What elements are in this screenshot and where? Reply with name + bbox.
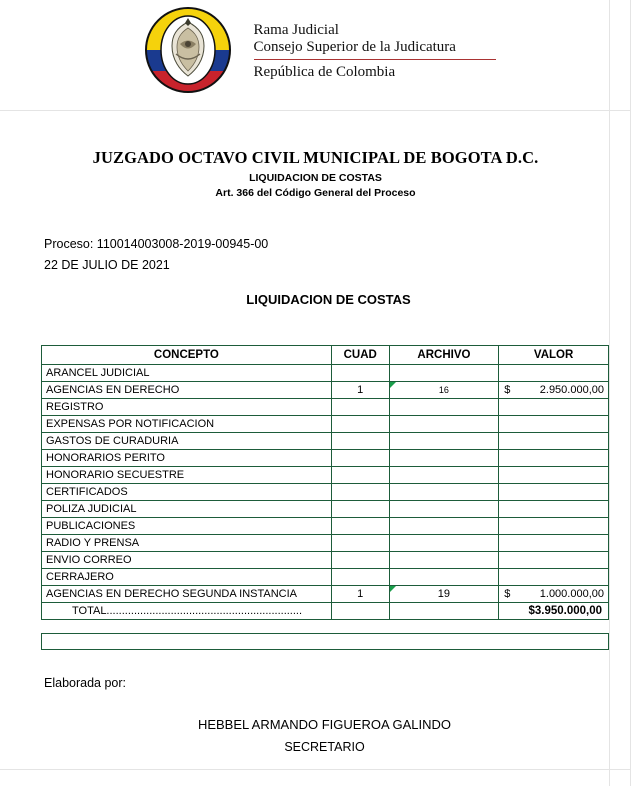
total-blank-cuad: [331, 603, 389, 620]
cell-cuad: 1: [331, 382, 389, 399]
cell-concepto: HONORARIO SECUESTRE: [42, 467, 332, 484]
cell-archivo-text: 19: [437, 588, 451, 600]
cell-cuad: [331, 450, 389, 467]
header-divider: [254, 59, 496, 60]
cell-cuad: [331, 365, 389, 382]
cell-valor: [499, 535, 609, 552]
signer-role: SECRETARIO: [284, 740, 365, 754]
cell-archivo: [389, 501, 499, 518]
table-row: [42, 399, 609, 416]
cell-valor: [499, 433, 609, 450]
comment-marker-icon: [390, 586, 396, 592]
cell-valor: [499, 416, 609, 433]
cell-archivo: [389, 450, 499, 467]
page-title: JUZGADO OCTAVO CIVIL MUNICIPAL DE BOGOTA D.C.: [92, 148, 539, 167]
table-body: [42, 365, 609, 620]
cell-valor: [499, 518, 609, 535]
cell-valor: [499, 467, 609, 484]
cell-valor: [499, 501, 609, 518]
cell-concepto: ARANCEL JUDICIAL: [42, 365, 332, 382]
column-header-concepto: CONCEPTO: [42, 346, 332, 365]
case-date: 22 DE JULIO DE 2021: [44, 258, 170, 272]
total-value: $3.950.000,00: [499, 603, 609, 620]
cell-valor-amount: 1.000.000,00: [539, 588, 604, 600]
cell-valor: [499, 382, 609, 399]
cell-valor: [499, 569, 609, 586]
cell-valor: [499, 399, 609, 416]
cell-concepto: ENVIO CORREO: [42, 552, 332, 569]
cell-cuad: [331, 416, 389, 433]
signature-block: [0, 714, 631, 758]
cell-archivo: [389, 535, 499, 552]
cell-archivo: [389, 365, 499, 382]
table-row: [42, 382, 609, 399]
table-row: [42, 416, 609, 433]
cell-cuad: [331, 433, 389, 450]
cell-cuad: [331, 501, 389, 518]
table-total-row: [42, 603, 609, 620]
table-row: [42, 518, 609, 535]
total-label: TOTAL................................................................: [42, 603, 332, 620]
cell-archivo: [389, 467, 499, 484]
cell-valor: [499, 365, 609, 382]
cell-concepto: PUBLICACIONES: [42, 518, 332, 535]
case-metadata: [44, 234, 268, 276]
column-header-archivo: ARCHIVO: [389, 346, 499, 365]
table-row: [42, 535, 609, 552]
cell-concepto: POLIZA JUDICIAL: [42, 501, 332, 518]
signer-name: HEBBEL ARMANDO FIGUEROA GALINDO: [197, 717, 452, 732]
cell-valor: [499, 586, 609, 603]
cell-concepto: EXPENSAS POR NOTIFICACION: [42, 416, 332, 433]
total-blank-archivo: [389, 603, 499, 620]
colombia-judicial-emblem-icon: [136, 6, 240, 94]
table-row: [42, 552, 609, 569]
table-row: [42, 450, 609, 467]
page-subtitle: LIQUIDACION DE COSTAS: [249, 172, 382, 184]
cell-concepto: AGENCIAS EN DERECHO SEGUNDA INSTANCIA: [42, 586, 332, 603]
cell-archivo: [389, 382, 499, 399]
table-row: [42, 467, 609, 484]
cell-archivo: [389, 416, 499, 433]
cell-cuad: [331, 552, 389, 569]
cell-archivo: [389, 484, 499, 501]
header-line-2: Consejo Superior de la Judicatura: [253, 39, 456, 55]
table-row: [42, 569, 609, 586]
currency-symbol: $: [504, 384, 511, 396]
cell-concepto: GASTOS DE CURADURIA: [42, 433, 332, 450]
table-row: [42, 433, 609, 450]
page-legal-reference: Art. 366 del Código General del Proceso: [215, 187, 416, 199]
cell-archivo: [389, 586, 499, 603]
cell-concepto: HONORARIOS PERITO: [42, 450, 332, 467]
currency-symbol: $: [504, 588, 511, 600]
header-line-1: Rama Judicial: [253, 22, 339, 38]
cell-concepto: RADIO Y PRENSA: [42, 535, 332, 552]
cell-concepto: CERRAJERO: [42, 569, 332, 586]
column-header-valor: VALOR: [499, 346, 609, 365]
cell-cuad: 1: [331, 586, 389, 603]
cell-concepto: AGENCIAS EN DERECHO: [42, 382, 332, 399]
empty-note-box: [41, 633, 609, 650]
table-header-row: [42, 346, 609, 365]
cell-archivo: [389, 433, 499, 450]
cell-archivo: [389, 569, 499, 586]
column-header-cuad: CUAD: [331, 346, 389, 365]
prepared-by-label: Elaborada por:: [44, 676, 127, 690]
cell-valor: [499, 484, 609, 501]
cell-cuad: [331, 569, 389, 586]
case-number: Proceso: 110014003008-2019-00945-00: [44, 237, 269, 251]
table-row: [42, 365, 609, 382]
table-row: [42, 501, 609, 518]
document-header: [0, 6, 631, 102]
table-row: [42, 586, 609, 603]
title-block: [0, 148, 631, 199]
cell-cuad: [331, 535, 389, 552]
section-title: LIQUIDACION DE COSTAS: [246, 292, 411, 307]
cell-cuad: [331, 484, 389, 501]
cell-cuad: [331, 399, 389, 416]
cell-concepto: CERTIFICADOS: [42, 484, 332, 501]
table-row: [42, 484, 609, 501]
cell-archivo: [389, 552, 499, 569]
cell-cuad: [331, 518, 389, 535]
cell-concepto: REGISTRO: [42, 399, 332, 416]
cell-cuad: [331, 467, 389, 484]
comment-marker-icon: [390, 382, 396, 388]
cell-valor: [499, 552, 609, 569]
cell-archivo-text: 16: [438, 385, 449, 395]
header-line-3: República de Colombia: [253, 64, 396, 80]
cell-valor: [499, 450, 609, 467]
cell-archivo: [389, 518, 499, 535]
cell-valor-amount: 2.950.000,00: [539, 384, 604, 396]
costas-table: [41, 345, 609, 620]
cell-archivo: [389, 399, 499, 416]
